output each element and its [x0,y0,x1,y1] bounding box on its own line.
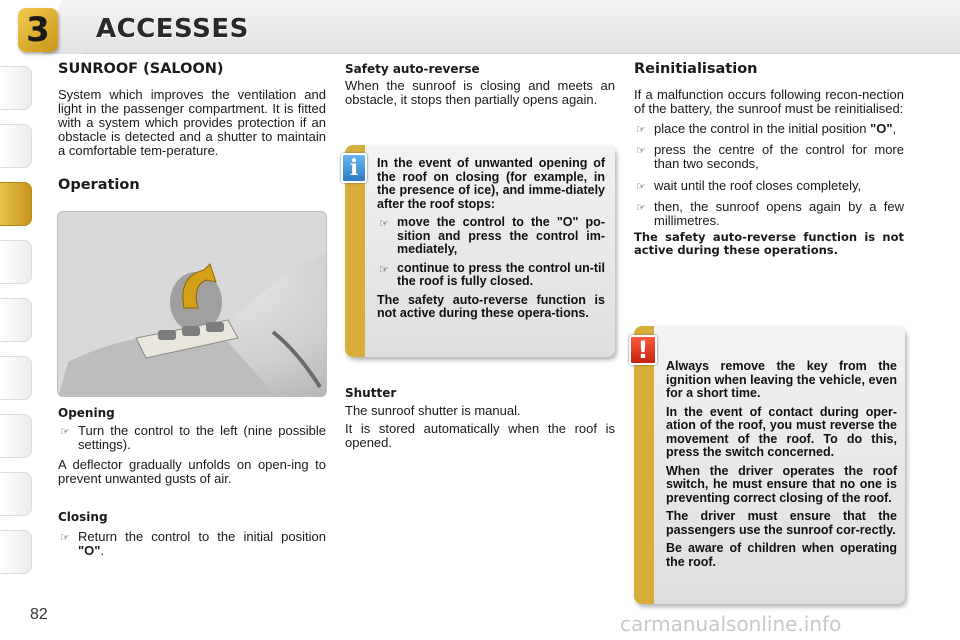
chapter-tab-6[interactable] [0,356,32,400]
pointing-hand-icon: ☞ [379,217,389,230]
pointing-hand-icon: ☞ [60,531,70,544]
pointing-hand-icon: ☞ [379,262,389,276]
info-b1-suffix: po-sition and press the control im-mediately, [397,215,605,256]
closing-bullet-text [78,530,326,558]
closing-bullet [58,530,326,558]
pointing-hand-icon: ☞ [60,425,70,438]
column-left [58,62,326,192]
chapter-tab-7[interactable] [0,414,32,458]
safety-text: When the sunroof is closing and meets an obstacle, it stops then partially opens again. [345,78,615,107]
watermark: carmanualsonline.info [620,612,842,636]
info-note: The safety auto-reverse function is not active during these opera-tions. [377,292,605,320]
closing-bullet-suffix: . [100,543,105,558]
column-middle [345,62,615,107]
opening-section [58,406,326,486]
opening-text: A deflector gradually unfolds on open-ing to prevent unwanted gusts of air. [58,457,326,486]
page-number: 82 [30,606,48,623]
section-title-sunroof: SUNROOF (SALOON) [58,61,224,77]
info-b1-prefix: move the control to the [397,215,557,229]
reinit-bullet-3-text: wait until the roof closes completely, [654,178,862,193]
sunroof-control-photo [57,211,327,397]
chapter-tab-2[interactable] [0,124,32,168]
closing-heading: Closing [58,510,108,524]
reinit-bullet-4 [634,200,904,228]
reinit-bullet-3 [634,179,904,194]
chapter-tab-3-active[interactable] [0,182,32,226]
operation-heading: Operation [58,177,140,193]
info-intro: In the event of unwanted opening of the roof on closing (for example, in the presence of ice), and imme-diately after the roof stops: [377,156,605,211]
warning-1: Always remove the key from the ignition when leaving the vehicle, even for a short time. [666,359,897,400]
chapter-tab-4[interactable] [0,240,32,284]
info-bullet-2 [377,262,605,289]
column-right [634,62,904,257]
reinit-text: If a malfunction occurs following recon-nection of the battery, the sunroof must be reinitialised: [634,87,904,116]
shutter-text-1: The sunroof shutter is manual. [345,403,521,418]
info-bullet-2-text: continue to press the control un-til the roof is fully closed. [397,260,605,288]
position-value: "O" [556,215,579,229]
info-box [345,145,615,357]
reinit-heading: Reinitialisation [634,61,758,77]
warning-2: In the event of contact during oper-ation of the roof, you must reverse the movement of the roof. To do this, press the switch concerned. [666,404,897,459]
position-value: "O" [78,543,101,558]
info-icon: i [341,153,367,183]
opening-bullet [58,424,326,452]
warning-3: When the driver operates the roof switch, he must ensure that no one is preventing correct closing of the roof. [666,463,897,505]
reinit-bullet-2-text: press the centre of the control for more than two seconds, [654,142,904,171]
chapter-number: 3 [26,10,50,50]
info-bullet-1 [377,216,605,257]
shutter-heading: Shutter [345,386,397,400]
reinit-b1-suffix: , [892,121,897,136]
reinit-b1-prefix: place the control in the initial position [654,121,871,136]
pointing-hand-icon: ☞ [636,144,646,157]
reinit-bullet-1 [634,122,904,137]
reinit-bullet-2 [634,143,904,171]
info-bullet-1-text [397,216,605,257]
warning-5: Be aware of children when operating the roof. [666,541,897,569]
warning-icon: ! [629,335,657,365]
page-header [0,0,960,56]
shutter-section [345,386,615,450]
pointing-hand-icon: ☞ [636,201,646,214]
closing-section [58,510,326,558]
warning-4: The driver must ensure that the passengers use the sunroof cor-rectly. [666,509,897,537]
chapter-badge [18,8,58,52]
shutter-text-2: It is stored automatically when the roof is opened. [345,421,615,450]
chapter-title: ACCESSES [96,14,249,44]
closing-bullet-prefix: Return the control to the initial position [78,529,326,544]
pointing-hand-icon: ☞ [636,123,646,136]
reinit-note: The safety auto-reverse function is not active during these operations. [634,230,904,257]
warning-box [634,326,905,604]
position-value: "O" [870,121,893,136]
intro-text: System which improves the ventilation and light in the passenger compartment. It is fitted with a system which provides protection if an obstacle is detected and a shutter to maintain a comfortable tem-perature. [58,87,326,158]
sunroof-control-illustration [58,212,327,397]
reinit-bullet-1-text [654,122,904,137]
chapter-tab-9[interactable] [0,530,32,574]
chapter-tab-5[interactable] [0,298,32,342]
opening-heading: Opening [58,406,115,420]
chapter-tab-1[interactable] [0,66,32,110]
safety-heading: Safety auto-reverse [345,62,480,76]
chapter-tab-8[interactable] [0,472,32,516]
pointing-hand-icon: ☞ [636,180,646,193]
opening-bullet-text: Turn the control to the left (nine possible settings). [78,423,326,452]
reinit-bullet-4-text: then, the sunroof opens again by a few millimetres. [654,199,904,228]
